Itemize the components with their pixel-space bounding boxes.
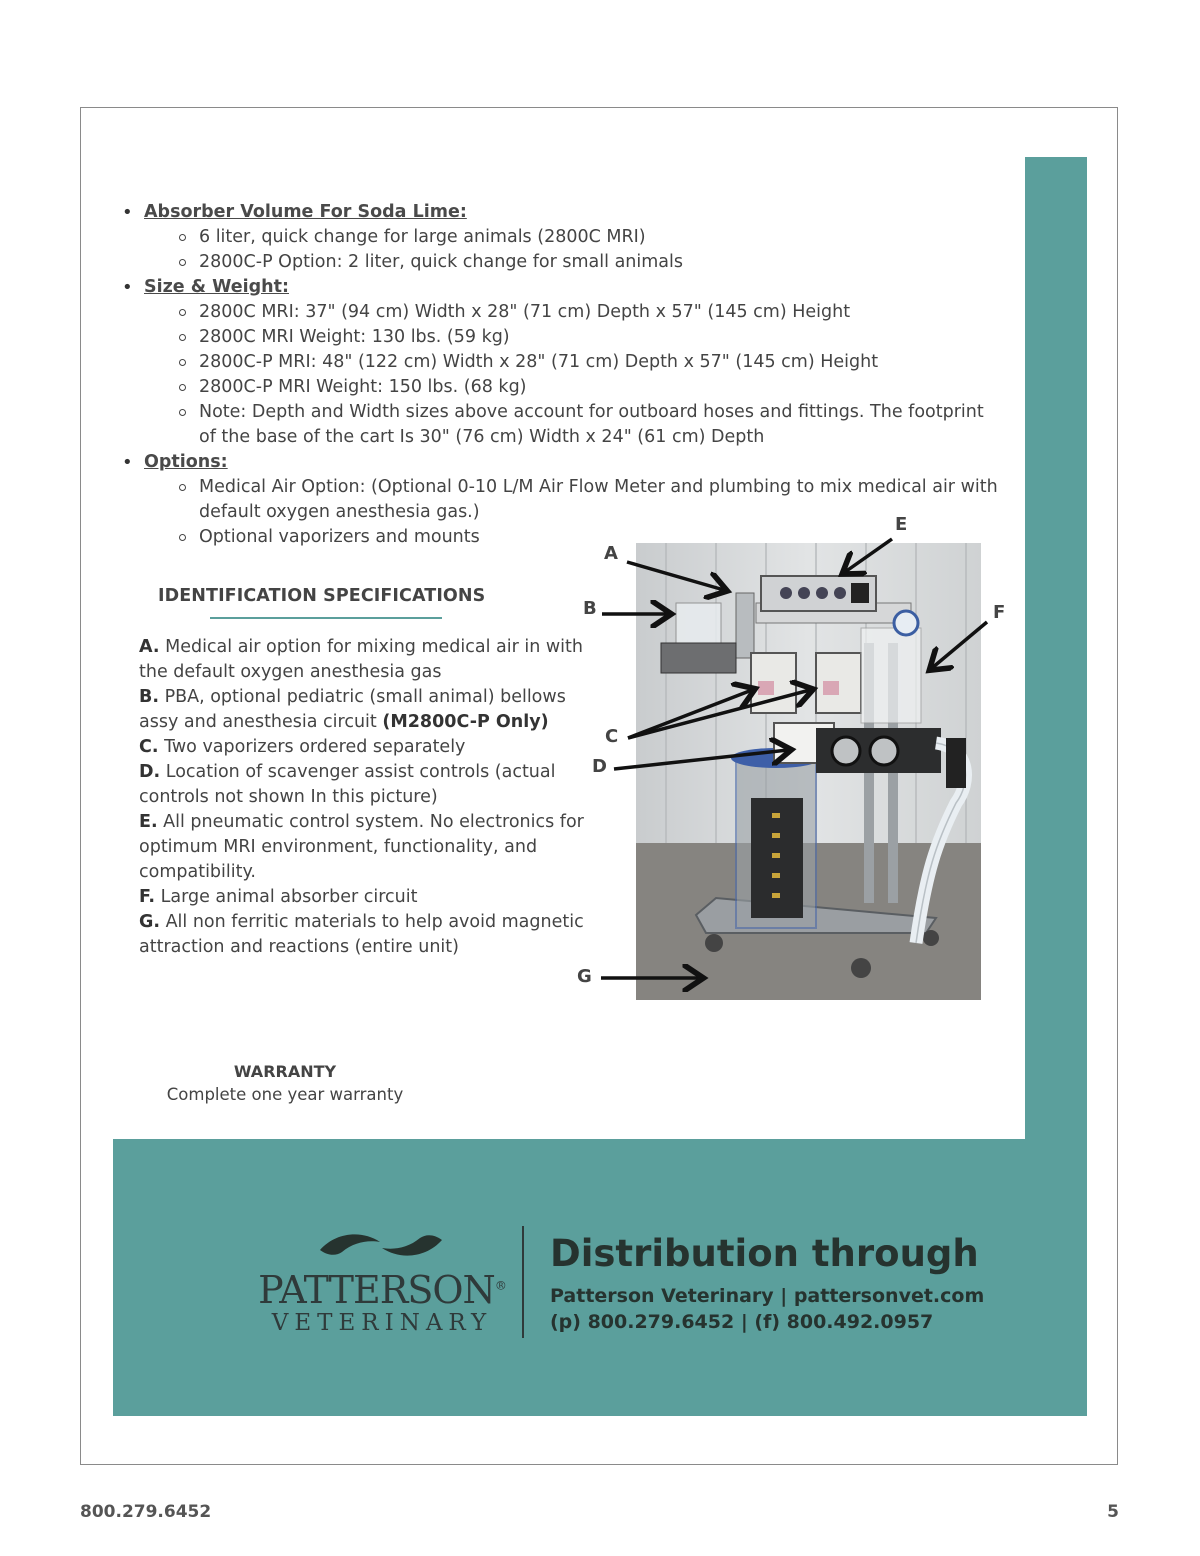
spec-section-label: Size & Weight: [144, 277, 289, 297]
callout-g: G [577, 966, 592, 987]
distribution-contact: Patterson Veterinary | pattersonvet.com [550, 1285, 985, 1307]
page-number: 5 [1107, 1502, 1119, 1522]
arrow-f [932, 622, 987, 668]
patterson-logo-name: PATTERSON® [258, 1268, 506, 1312]
identification-letter: C. [139, 737, 159, 757]
callout-a: A [604, 543, 618, 564]
callout-e: E [895, 514, 908, 535]
identification-text: All pneumatic control system. No electronics for optimum MRI environment, functionality, and compatibility. [139, 812, 584, 882]
warranty-title: WARRANTY [233, 1062, 337, 1081]
arrow-a [627, 562, 724, 590]
arrow-c-1 [628, 690, 752, 738]
identification-letter: B. [139, 687, 159, 707]
distribution-phones: (p) 800.279.6452 | (f) 800.492.0957 [550, 1311, 934, 1333]
identification-text: Two vaporizers ordered separately [158, 737, 466, 757]
spec-item: 2800C-P MRI: 48" (122 cm) Width x 28" (71 cm) Depth x 57" (145 cm) Height [175, 350, 1000, 375]
identification-text: PBA, optional pediatric (small animal) bellows assy and anesthesia circuit [139, 687, 566, 732]
identification-model-note: (M2800C-P Only) [382, 712, 549, 732]
arrow-c-2 [628, 690, 810, 738]
callout-c: C [605, 726, 619, 747]
footer-phone: 800.279.6452 [80, 1502, 212, 1522]
identification-heading: IDENTIFICATION SPECIFICATIONS [158, 586, 486, 606]
arrow-e [845, 539, 892, 572]
spec-section-label: Options: [144, 452, 228, 472]
logo-divider [522, 1226, 524, 1338]
spec-item: Optional vaporizers and mounts [175, 525, 1000, 550]
spec-item: 2800C MRI: 37" (94 cm) Width x 28" (71 cm) Depth x 57" (145 cm) Height [175, 300, 1000, 325]
spec-item: 2800C-P MRI Weight: 150 lbs. (68 kg) [175, 375, 1000, 400]
callout-f: F [993, 602, 1006, 623]
callout-d: D [592, 756, 607, 777]
patterson-logo-sub: VETERINARY [271, 1310, 493, 1336]
callout-b: B [583, 598, 597, 619]
identification-letter: F. [139, 887, 156, 907]
identification-text: Medical air option for mixing medical air in with the default oxygen anesthesia gas [139, 637, 584, 682]
arrow-d [614, 750, 788, 769]
identification-text: Location of scavenger assist controls (actual controls not shown In this picture) [139, 762, 556, 807]
spec-item: Medical Air Option: (Optional 0-10 L/M Air Flow Meter and plumbing to mix medical air with default oxygen anesthesia gas.) [175, 475, 1000, 525]
identification-text: All non ferritic materials to help avoid magnetic attraction and reactions (entire unit) [139, 912, 584, 957]
patterson-swoosh-icon [318, 1228, 444, 1264]
spec-section-label: Absorber Volume For Soda Lime: [144, 202, 467, 222]
spec-item: Note: Depth and Width sizes above account for outboard hoses and fittings. The footprint of the base of the cart Is 30" (76 cm) Width x 24" (61 cm) Depth [175, 400, 1000, 450]
identification-letter: E. [139, 812, 158, 832]
identification-text: Large animal absorber circuit [155, 887, 418, 907]
spec-item: 2800C-P Option: 2 liter, quick change for small animals [175, 250, 1000, 275]
spec-item: 2800C MRI Weight: 130 lbs. (59 kg) [175, 325, 1000, 350]
identification-letter: G. [139, 912, 161, 932]
warranty-text: Complete one year warranty [166, 1085, 404, 1104]
distribution-title: Distribution through [550, 1232, 979, 1275]
identification-letter: A. [139, 637, 160, 657]
identification-letter: D. [139, 762, 161, 782]
spec-item: 6 liter, quick change for large animals (2800C MRI) [175, 225, 1000, 250]
